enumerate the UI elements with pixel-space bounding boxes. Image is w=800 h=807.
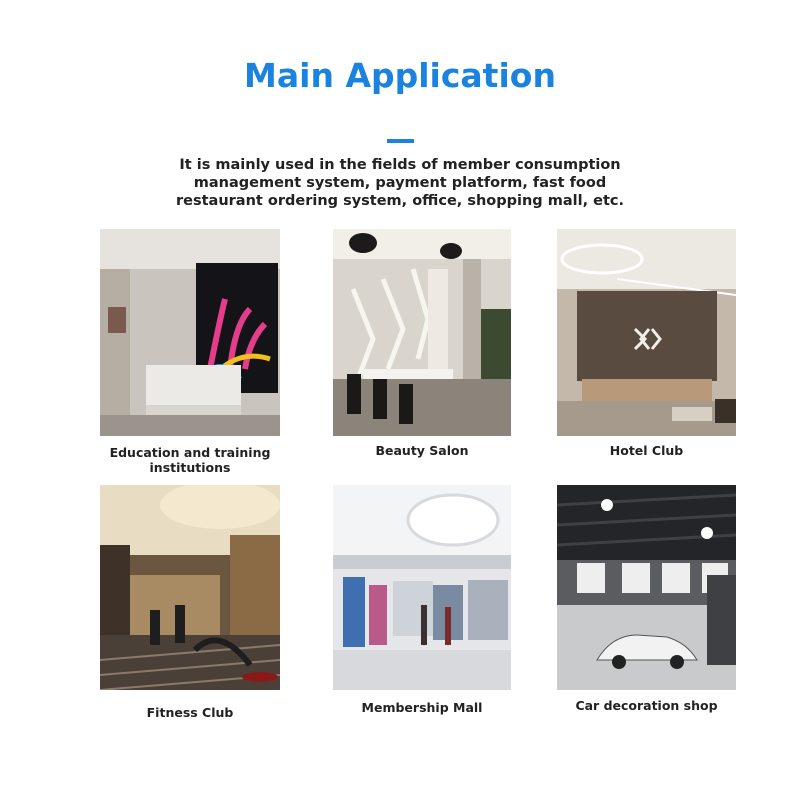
education-lobby-photo: [100, 229, 280, 436]
application-label: Hotel Club: [609, 443, 684, 458]
beauty-salon-photo: [333, 229, 511, 436]
fitness-gym-photo: [100, 485, 280, 690]
car-shop-photo: [557, 485, 736, 690]
application-label: Membership Mall: [361, 700, 483, 715]
application-label: Car decoration shop: [575, 698, 718, 713]
hotel-lobby-photo: [557, 229, 736, 436]
application-label: Fitness Club: [146, 705, 234, 720]
shopping-mall-photo: [333, 485, 511, 690]
application-label: Beauty Salon: [375, 443, 469, 458]
page-description: It is mainly used in the fields of member consumption management system, payment platform, fast food restaurant ordering system, office, shopping mall, etc.: [175, 157, 624, 209]
application-label: Education and training institutions: [109, 445, 271, 475]
title-underline: [387, 139, 414, 143]
page-title: Main Application: [244, 56, 556, 95]
